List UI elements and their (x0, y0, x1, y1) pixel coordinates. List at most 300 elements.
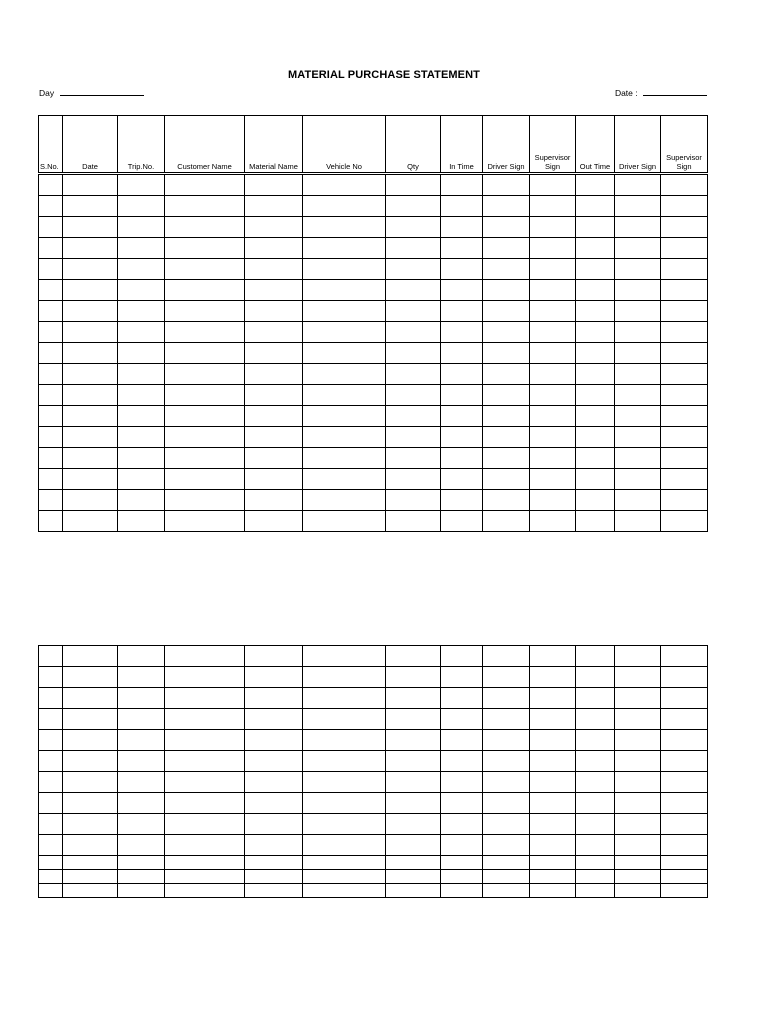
table-cell[interactable] (245, 196, 303, 217)
table-cell[interactable] (386, 884, 441, 898)
table-cell[interactable] (245, 667, 303, 688)
table-cell[interactable] (63, 406, 118, 427)
table-cell[interactable] (165, 364, 245, 385)
table-cell[interactable] (615, 814, 661, 835)
table-cell[interactable] (245, 448, 303, 469)
table-cell[interactable] (63, 259, 118, 280)
table-cell[interactable] (118, 427, 165, 448)
table-cell[interactable] (386, 793, 441, 814)
table-cell[interactable] (386, 835, 441, 856)
table-cell[interactable] (576, 280, 615, 301)
table-cell[interactable] (386, 427, 441, 448)
table-cell[interactable] (441, 385, 483, 406)
table-cell[interactable] (303, 511, 386, 532)
table-cell[interactable] (483, 511, 530, 532)
table-cell[interactable] (661, 884, 708, 898)
table-cell[interactable] (483, 343, 530, 364)
table-cell[interactable] (63, 364, 118, 385)
table-cell[interactable] (386, 814, 441, 835)
table-cell[interactable] (615, 490, 661, 511)
table-cell[interactable] (441, 814, 483, 835)
table-cell[interactable] (63, 688, 118, 709)
table-cell[interactable] (441, 343, 483, 364)
table-cell[interactable] (483, 301, 530, 322)
table-cell[interactable] (441, 427, 483, 448)
table-cell[interactable] (165, 196, 245, 217)
table-cell[interactable] (245, 322, 303, 343)
table-cell[interactable] (615, 238, 661, 259)
table-cell[interactable] (165, 856, 245, 870)
table-cell[interactable] (245, 870, 303, 884)
table-cell[interactable] (661, 301, 708, 322)
table-cell[interactable] (441, 856, 483, 870)
table-cell[interactable] (441, 772, 483, 793)
table-cell[interactable] (615, 385, 661, 406)
table-cell[interactable] (615, 835, 661, 856)
table-cell[interactable] (118, 174, 165, 196)
table-cell[interactable] (165, 448, 245, 469)
table-cell[interactable] (530, 217, 576, 238)
table-cell[interactable] (303, 730, 386, 751)
table-cell[interactable] (441, 364, 483, 385)
table-cell[interactable] (661, 856, 708, 870)
table-cell[interactable] (441, 174, 483, 196)
table-cell[interactable] (576, 469, 615, 490)
table-cell[interactable] (661, 814, 708, 835)
table-cell[interactable] (386, 343, 441, 364)
table-cell[interactable] (530, 174, 576, 196)
table-cell[interactable] (63, 343, 118, 364)
table-cell[interactable] (39, 709, 63, 730)
table-cell[interactable] (118, 322, 165, 343)
table-cell[interactable] (245, 364, 303, 385)
table-cell[interactable] (615, 301, 661, 322)
table-cell[interactable] (165, 814, 245, 835)
table-cell[interactable] (661, 835, 708, 856)
table-cell[interactable] (661, 730, 708, 751)
table-cell[interactable] (386, 646, 441, 667)
table-cell[interactable] (63, 814, 118, 835)
table-cell[interactable] (118, 646, 165, 667)
table-cell[interactable] (245, 884, 303, 898)
table-cell[interactable] (165, 772, 245, 793)
table-cell[interactable] (530, 427, 576, 448)
table-cell[interactable] (441, 280, 483, 301)
table-cell[interactable] (165, 667, 245, 688)
table-cell[interactable] (615, 469, 661, 490)
table-cell[interactable] (530, 259, 576, 280)
table-cell[interactable] (615, 730, 661, 751)
table-cell[interactable] (303, 238, 386, 259)
table-cell[interactable] (165, 709, 245, 730)
table-cell[interactable] (118, 364, 165, 385)
table-cell[interactable] (118, 751, 165, 772)
table-cell[interactable] (303, 814, 386, 835)
table-cell[interactable] (39, 688, 63, 709)
table-cell[interactable] (165, 385, 245, 406)
table-cell[interactable] (303, 448, 386, 469)
table-cell[interactable] (615, 196, 661, 217)
table-cell[interactable] (39, 870, 63, 884)
table-cell[interactable] (483, 406, 530, 427)
table-cell[interactable] (303, 490, 386, 511)
table-cell[interactable] (441, 301, 483, 322)
table-cell[interactable] (530, 709, 576, 730)
table-cell[interactable] (530, 490, 576, 511)
table-cell[interactable] (615, 870, 661, 884)
table-cell[interactable] (303, 870, 386, 884)
table-cell[interactable] (576, 793, 615, 814)
table-cell[interactable] (386, 364, 441, 385)
table-cell[interactable] (39, 884, 63, 898)
table-cell[interactable] (118, 667, 165, 688)
table-cell[interactable] (118, 280, 165, 301)
table-cell[interactable] (386, 406, 441, 427)
table-cell[interactable] (303, 259, 386, 280)
table-cell[interactable] (245, 385, 303, 406)
table-cell[interactable] (441, 511, 483, 532)
table-cell[interactable] (118, 884, 165, 898)
table-cell[interactable] (661, 448, 708, 469)
table-cell[interactable] (661, 259, 708, 280)
table-cell[interactable] (165, 730, 245, 751)
table-cell[interactable] (245, 709, 303, 730)
table-cell[interactable] (63, 469, 118, 490)
table-cell[interactable] (441, 793, 483, 814)
table-cell[interactable] (39, 196, 63, 217)
table-cell[interactable] (39, 856, 63, 870)
table-cell[interactable] (165, 217, 245, 238)
table-cell[interactable] (245, 280, 303, 301)
table-cell[interactable] (39, 814, 63, 835)
table-cell[interactable] (530, 646, 576, 667)
table-cell[interactable] (39, 343, 63, 364)
table-cell[interactable] (441, 667, 483, 688)
table-cell[interactable] (63, 870, 118, 884)
table-cell[interactable] (661, 709, 708, 730)
table-cell[interactable] (615, 646, 661, 667)
table-cell[interactable] (386, 511, 441, 532)
table-cell[interactable] (661, 406, 708, 427)
table-cell[interactable] (615, 751, 661, 772)
table-cell[interactable] (483, 469, 530, 490)
table-cell[interactable] (615, 217, 661, 238)
table-cell[interactable] (576, 427, 615, 448)
table-cell[interactable] (303, 406, 386, 427)
table-cell[interactable] (530, 884, 576, 898)
table-cell[interactable] (530, 814, 576, 835)
table-cell[interactable] (303, 469, 386, 490)
table-cell[interactable] (576, 814, 615, 835)
table-cell[interactable] (118, 217, 165, 238)
table-cell[interactable] (39, 646, 63, 667)
table-cell[interactable] (441, 646, 483, 667)
table-cell[interactable] (615, 772, 661, 793)
table-cell[interactable] (441, 490, 483, 511)
table-cell[interactable] (63, 511, 118, 532)
table-cell[interactable] (615, 688, 661, 709)
table-cell[interactable] (118, 448, 165, 469)
table-cell[interactable] (441, 448, 483, 469)
table-cell[interactable] (63, 856, 118, 870)
table-cell[interactable] (576, 448, 615, 469)
table-cell[interactable] (118, 469, 165, 490)
table-cell[interactable] (245, 174, 303, 196)
table-cell[interactable] (615, 280, 661, 301)
table-cell[interactable] (165, 406, 245, 427)
table-cell[interactable] (63, 280, 118, 301)
table-cell[interactable] (483, 174, 530, 196)
table-cell[interactable] (165, 259, 245, 280)
table-cell[interactable] (245, 793, 303, 814)
table-cell[interactable] (303, 772, 386, 793)
table-cell[interactable] (63, 217, 118, 238)
table-cell[interactable] (483, 259, 530, 280)
table-cell[interactable] (530, 322, 576, 343)
table-cell[interactable] (245, 814, 303, 835)
table-cell[interactable] (441, 870, 483, 884)
table-cell[interactable] (39, 406, 63, 427)
table-cell[interactable] (63, 751, 118, 772)
table-cell[interactable] (165, 469, 245, 490)
table-cell[interactable] (530, 772, 576, 793)
table-cell[interactable] (441, 835, 483, 856)
table-cell[interactable] (530, 448, 576, 469)
table-cell[interactable] (165, 884, 245, 898)
table-cell[interactable] (245, 835, 303, 856)
table-cell[interactable] (441, 196, 483, 217)
table-cell[interactable] (483, 646, 530, 667)
table-cell[interactable] (303, 835, 386, 856)
table-cell[interactable] (245, 238, 303, 259)
table-cell[interactable] (483, 364, 530, 385)
table-cell[interactable] (661, 280, 708, 301)
day-blank-line[interactable] (60, 87, 144, 96)
table-cell[interactable] (441, 259, 483, 280)
table-cell[interactable] (118, 730, 165, 751)
table-cell[interactable] (118, 835, 165, 856)
table-cell[interactable] (118, 385, 165, 406)
table-cell[interactable] (118, 343, 165, 364)
table-cell[interactable] (615, 364, 661, 385)
table-cell[interactable] (303, 667, 386, 688)
table-cell[interactable] (303, 217, 386, 238)
table-cell[interactable] (441, 730, 483, 751)
table-cell[interactable] (165, 238, 245, 259)
table-cell[interactable] (63, 667, 118, 688)
table-cell[interactable] (615, 406, 661, 427)
table-cell[interactable] (530, 385, 576, 406)
table-cell[interactable] (483, 730, 530, 751)
table-cell[interactable] (576, 511, 615, 532)
table-cell[interactable] (661, 385, 708, 406)
table-cell[interactable] (118, 490, 165, 511)
table-cell[interactable] (63, 385, 118, 406)
table-cell[interactable] (63, 238, 118, 259)
table-cell[interactable] (165, 688, 245, 709)
table-cell[interactable] (483, 793, 530, 814)
table-cell[interactable] (63, 490, 118, 511)
table-cell[interactable] (615, 427, 661, 448)
table-cell[interactable] (39, 490, 63, 511)
table-cell[interactable] (615, 709, 661, 730)
table-cell[interactable] (245, 730, 303, 751)
table-cell[interactable] (576, 646, 615, 667)
table-cell[interactable] (576, 884, 615, 898)
table-cell[interactable] (386, 856, 441, 870)
table-cell[interactable] (661, 343, 708, 364)
table-cell[interactable] (576, 730, 615, 751)
table-cell[interactable] (39, 301, 63, 322)
table-cell[interactable] (63, 646, 118, 667)
table-cell[interactable] (530, 730, 576, 751)
table-cell[interactable] (165, 280, 245, 301)
table-cell[interactable] (63, 427, 118, 448)
table-cell[interactable] (483, 238, 530, 259)
table-cell[interactable] (441, 709, 483, 730)
table-cell[interactable] (530, 667, 576, 688)
table-cell[interactable] (63, 835, 118, 856)
table-cell[interactable] (483, 196, 530, 217)
table-cell[interactable] (530, 406, 576, 427)
table-cell[interactable] (661, 427, 708, 448)
table-cell[interactable] (165, 490, 245, 511)
table-cell[interactable] (165, 301, 245, 322)
table-cell[interactable] (386, 174, 441, 196)
table-cell[interactable] (661, 688, 708, 709)
table-cell[interactable] (245, 217, 303, 238)
table-cell[interactable] (118, 259, 165, 280)
table-cell[interactable] (530, 238, 576, 259)
table-cell[interactable] (63, 322, 118, 343)
table-cell[interactable] (483, 217, 530, 238)
date-blank-line[interactable] (643, 87, 707, 96)
table-cell[interactable] (576, 406, 615, 427)
table-cell[interactable] (39, 751, 63, 772)
table-cell[interactable] (661, 196, 708, 217)
table-cell[interactable] (661, 667, 708, 688)
table-cell[interactable] (483, 427, 530, 448)
table-cell[interactable] (615, 448, 661, 469)
table-cell[interactable] (63, 196, 118, 217)
table-cell[interactable] (576, 667, 615, 688)
table-cell[interactable] (483, 884, 530, 898)
table-cell[interactable] (303, 322, 386, 343)
table-cell[interactable] (615, 856, 661, 870)
table-cell[interactable] (576, 490, 615, 511)
table-cell[interactable] (303, 884, 386, 898)
table-cell[interactable] (441, 688, 483, 709)
table-cell[interactable] (661, 751, 708, 772)
table-cell[interactable] (661, 646, 708, 667)
table-cell[interactable] (661, 870, 708, 884)
table-cell[interactable] (483, 772, 530, 793)
table-cell[interactable] (39, 793, 63, 814)
table-cell[interactable] (245, 427, 303, 448)
table-cell[interactable] (39, 469, 63, 490)
table-cell[interactable] (530, 751, 576, 772)
table-cell[interactable] (303, 364, 386, 385)
table-cell[interactable] (39, 667, 63, 688)
table-cell[interactable] (441, 469, 483, 490)
table-cell[interactable] (530, 280, 576, 301)
table-cell[interactable] (118, 709, 165, 730)
table-cell[interactable] (615, 322, 661, 343)
table-cell[interactable] (483, 814, 530, 835)
table-cell[interactable] (303, 646, 386, 667)
table-cell[interactable] (118, 238, 165, 259)
table-cell[interactable] (165, 343, 245, 364)
table-cell[interactable] (576, 364, 615, 385)
table-cell[interactable] (386, 709, 441, 730)
table-cell[interactable] (165, 322, 245, 343)
table-cell[interactable] (245, 688, 303, 709)
table-cell[interactable] (118, 406, 165, 427)
table-cell[interactable] (303, 196, 386, 217)
table-cell[interactable] (441, 406, 483, 427)
table-cell[interactable] (483, 490, 530, 511)
table-cell[interactable] (39, 259, 63, 280)
table-cell[interactable] (118, 196, 165, 217)
table-cell[interactable] (165, 174, 245, 196)
date-field[interactable] (615, 87, 707, 98)
table-cell[interactable] (530, 870, 576, 884)
table-cell[interactable] (615, 259, 661, 280)
table-cell[interactable] (386, 870, 441, 884)
table-cell[interactable] (615, 174, 661, 196)
table-cell[interactable] (441, 751, 483, 772)
table-cell[interactable] (576, 259, 615, 280)
table-cell[interactable] (530, 835, 576, 856)
table-cell[interactable] (576, 870, 615, 884)
table-cell[interactable] (661, 793, 708, 814)
table-cell[interactable] (483, 751, 530, 772)
table-cell[interactable] (303, 751, 386, 772)
table-cell[interactable] (530, 793, 576, 814)
table-cell[interactable] (661, 364, 708, 385)
table-cell[interactable] (39, 511, 63, 532)
table-cell[interactable] (118, 814, 165, 835)
table-cell[interactable] (245, 406, 303, 427)
table-cell[interactable] (63, 884, 118, 898)
table-cell[interactable] (576, 751, 615, 772)
table-cell[interactable] (576, 856, 615, 870)
table-cell[interactable] (483, 448, 530, 469)
table-cell[interactable] (483, 688, 530, 709)
table-cell[interactable] (39, 772, 63, 793)
table-cell[interactable] (441, 884, 483, 898)
table-cell[interactable] (483, 870, 530, 884)
table-cell[interactable] (63, 793, 118, 814)
table-cell[interactable] (63, 709, 118, 730)
table-cell[interactable] (483, 385, 530, 406)
table-cell[interactable] (245, 751, 303, 772)
table-cell[interactable] (386, 469, 441, 490)
table-cell[interactable] (386, 217, 441, 238)
table-cell[interactable] (530, 364, 576, 385)
table-cell[interactable] (576, 835, 615, 856)
table-cell[interactable] (386, 238, 441, 259)
table-cell[interactable] (63, 772, 118, 793)
table-cell[interactable] (63, 301, 118, 322)
table-cell[interactable] (39, 238, 63, 259)
table-cell[interactable] (39, 174, 63, 196)
table-cell[interactable] (165, 835, 245, 856)
table-cell[interactable] (39, 280, 63, 301)
table-cell[interactable] (386, 688, 441, 709)
table-cell[interactable] (245, 469, 303, 490)
table-cell[interactable] (576, 772, 615, 793)
